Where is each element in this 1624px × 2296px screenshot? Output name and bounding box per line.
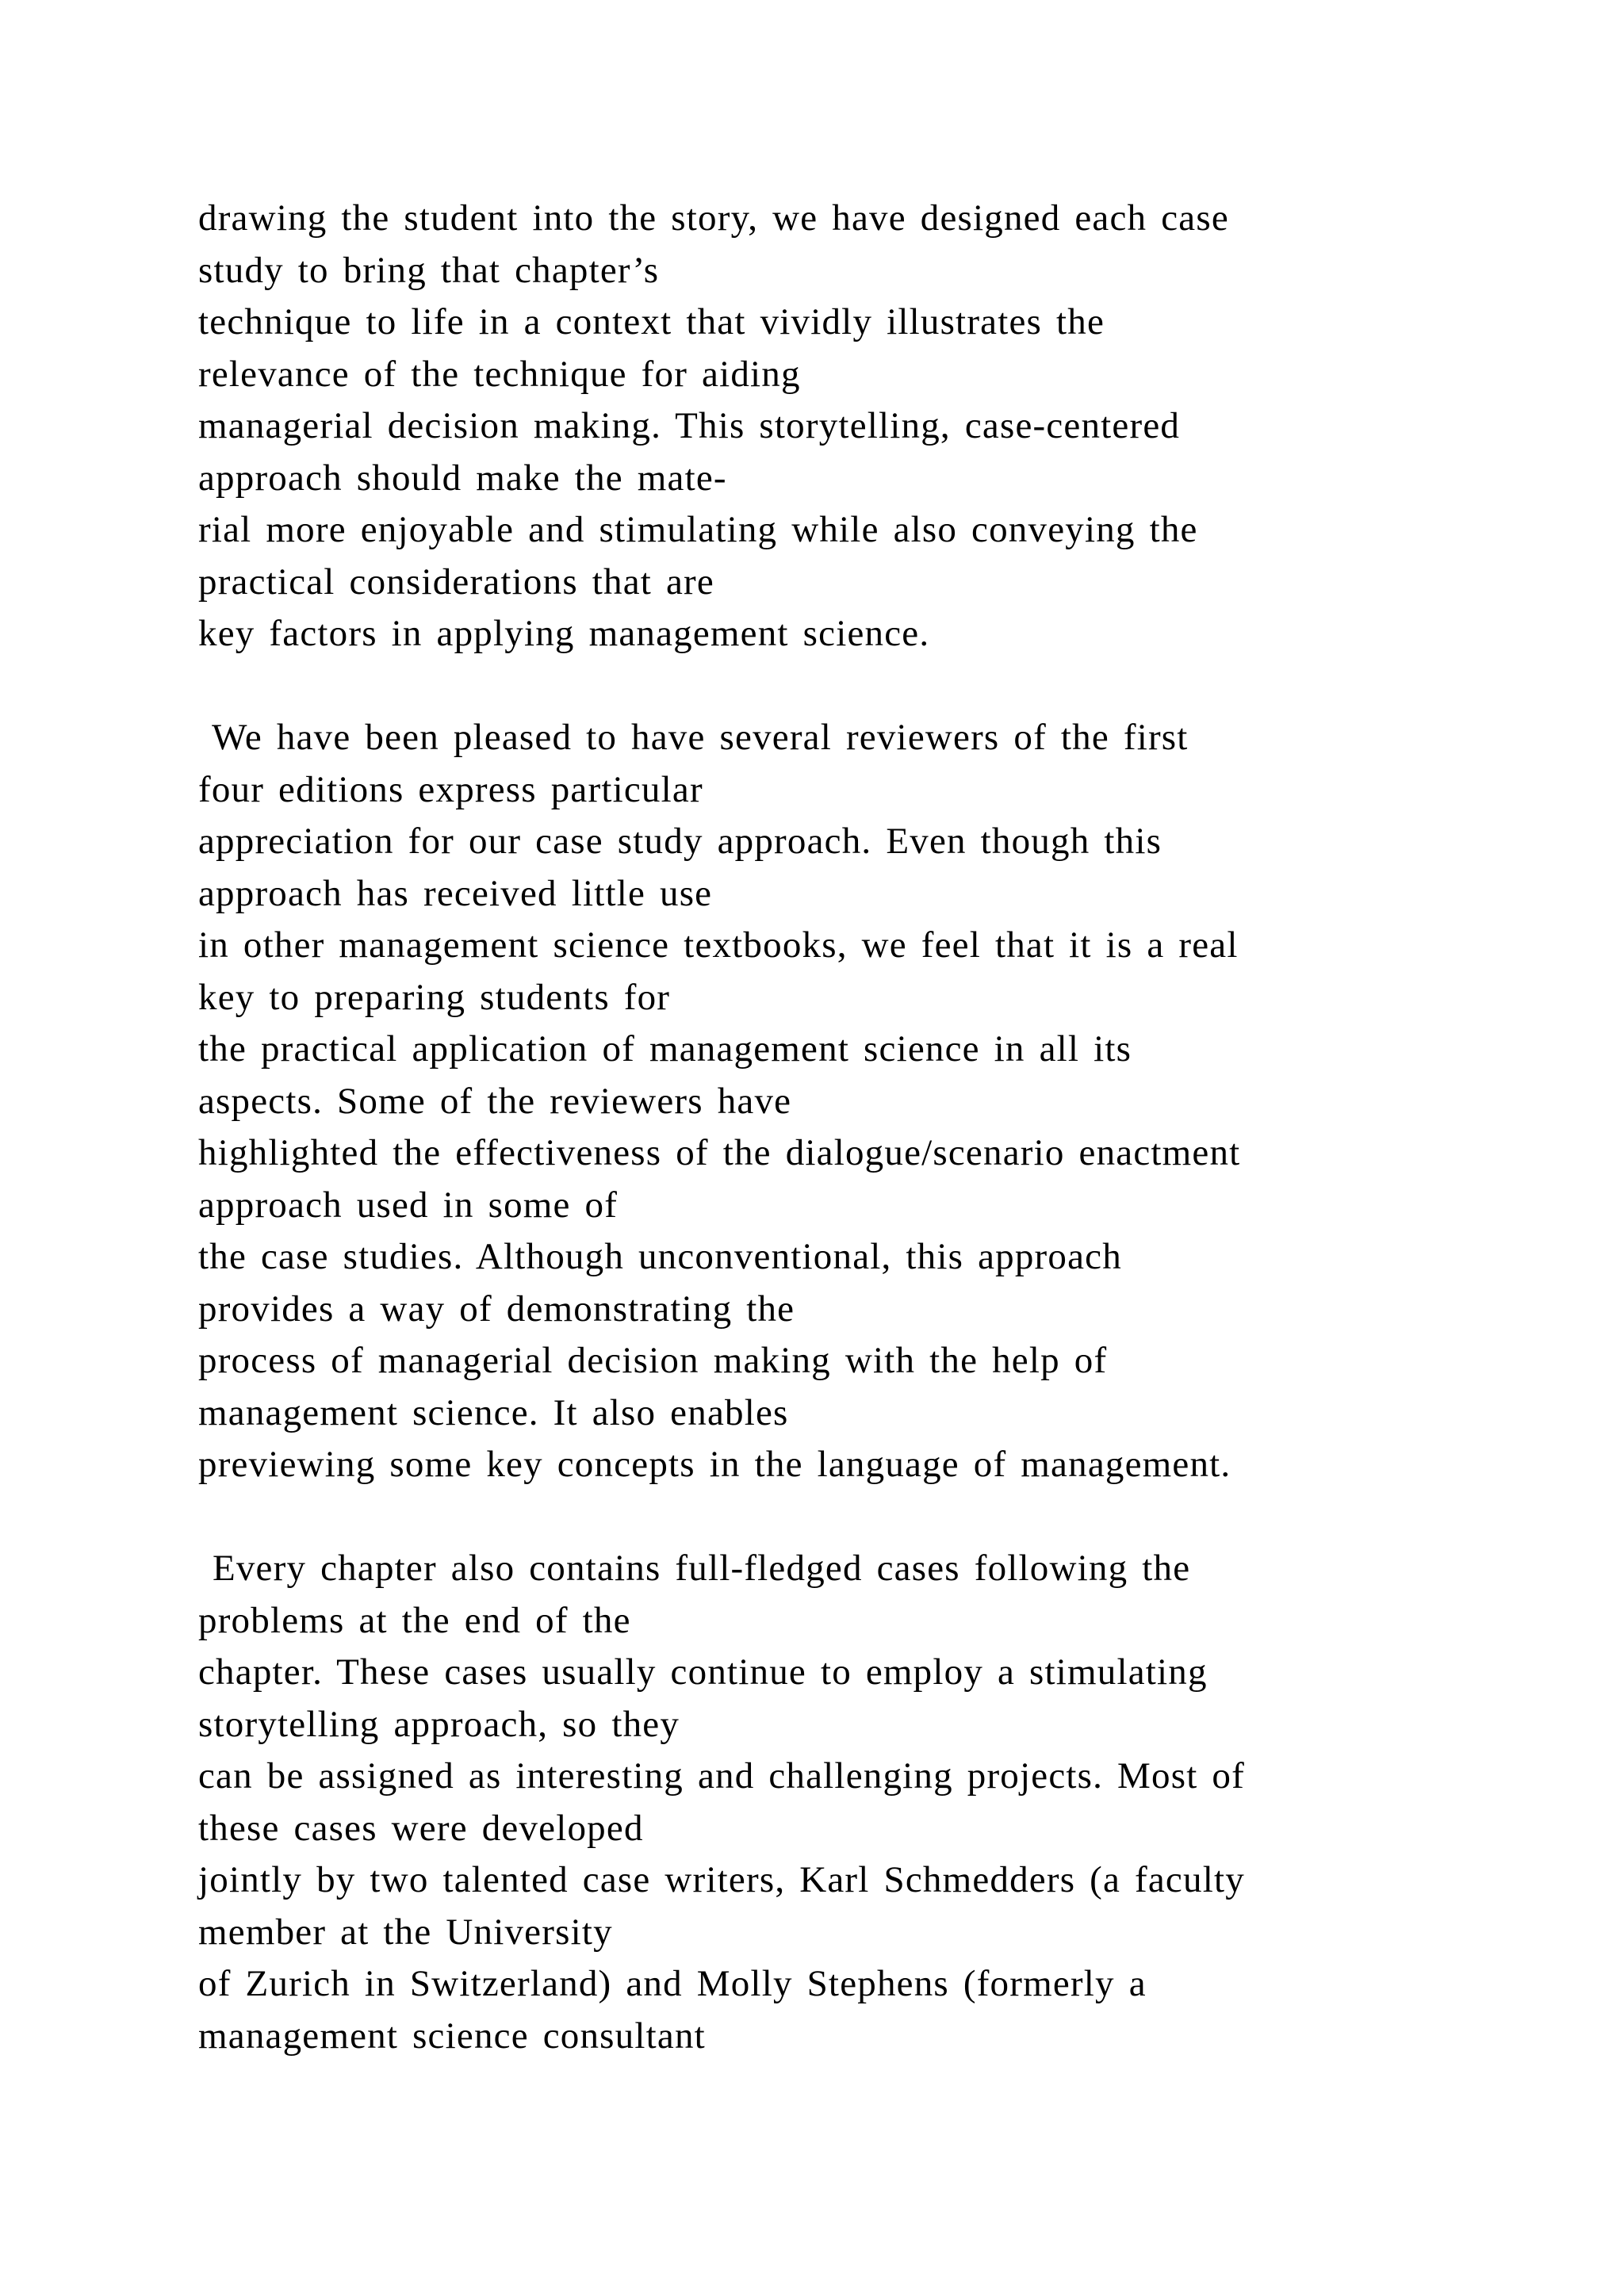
text-line: these cases were developed xyxy=(198,1807,644,1849)
text-line: key factors in applying management science. xyxy=(198,613,930,654)
text-line: aspects. Some of the reviewers have xyxy=(198,1080,792,1122)
text-line: rial more enjoyable and stimulating while also conveying the xyxy=(198,509,1198,550)
text-line: highlighted the effectiveness of the dialogue/scenario enactment xyxy=(198,1132,1241,1173)
text-line: practical considerations that are xyxy=(198,561,714,603)
text-line: relevance of the technique for aiding xyxy=(198,353,801,395)
text-line: approach used in some of xyxy=(198,1184,619,1226)
text-line: storytelling approach, so they xyxy=(198,1703,680,1745)
text-line: managerial decision making. This storytelling, case-centered xyxy=(198,405,1181,446)
paragraph-2 xyxy=(198,712,1499,1491)
text-line: technique to life in a context that vividly illustrates the xyxy=(198,301,1105,342)
text-line: previewing some key concepts in the language of management. xyxy=(198,1444,1231,1485)
text-line: process of managerial decision making with the help of xyxy=(198,1340,1108,1381)
text-line: chapter. These cases usually continue to employ a stimulating xyxy=(198,1651,1208,1693)
text-line: jointly by two talented case writers, Karl Schmedders (a faculty xyxy=(198,1859,1245,1900)
text-line: problems at the end of the xyxy=(198,1599,631,1641)
text-line: in other management science textbooks, we feel that it is a real xyxy=(198,924,1239,966)
text-line: appreciation for our case study approach. Even though this xyxy=(198,821,1162,862)
text-line: the case studies. Although unconventional, this approach xyxy=(198,1236,1122,1277)
paragraph-gap xyxy=(198,660,1499,713)
text-line: key to preparing students for xyxy=(198,976,671,1018)
paragraph-1 xyxy=(198,193,1499,660)
paragraph-3 xyxy=(198,1543,1499,2062)
body-text xyxy=(198,193,1499,2062)
text-line: drawing the student into the story, we have designed each case xyxy=(198,197,1229,239)
text-line: management science consultant xyxy=(198,2015,706,2057)
text-line: of Zurich in Switzerland) and Molly Stephens (formerly a xyxy=(198,1963,1147,2004)
text-line: member at the University xyxy=(198,1911,613,1953)
text-line: provides a way of demonstrating the xyxy=(198,1288,795,1330)
text-line: can be assigned as interesting and challenging projects. Most of xyxy=(198,1755,1245,1797)
text-line: approach has received little use xyxy=(198,872,713,914)
text-line: four editions express particular xyxy=(198,768,703,810)
paragraph-gap xyxy=(198,1491,1499,1544)
text-line: management science. It also enables xyxy=(198,1391,789,1433)
text-line: Every chapter also contains full-fledged cases following the xyxy=(198,1548,1191,1589)
text-line: study to bring that chapter’s xyxy=(198,249,660,291)
text-line: approach should make the mate- xyxy=(198,457,727,499)
text-line: We have been pleased to have several reviewers of the first xyxy=(198,717,1189,758)
text-line: the practical application of management science in all its xyxy=(198,1028,1132,1070)
